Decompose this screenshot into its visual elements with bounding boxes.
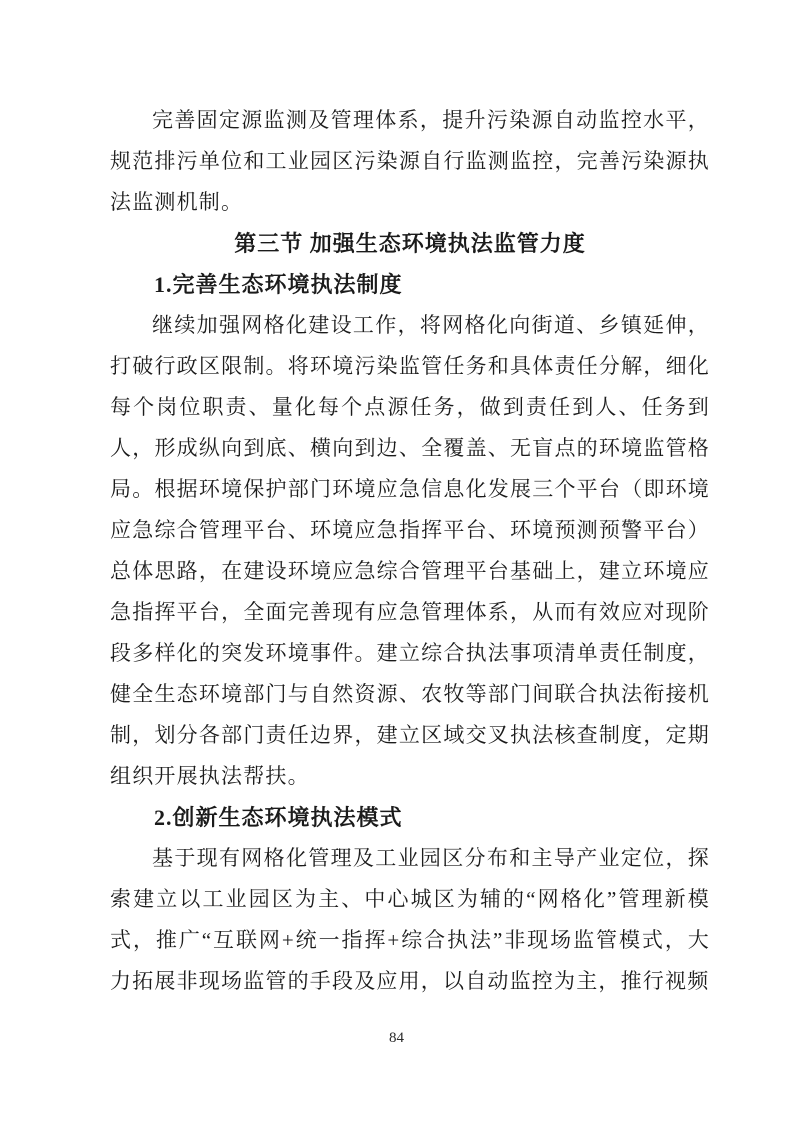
subsection-1-heading: 1.完善生态环境执法制度 <box>154 272 403 297</box>
paragraph-enforcement-model-innovation: 基于现有网格化管理及工业园区分布和主导产业定位，探索建立以工业园区为主、中心城区为辅的“网格化”管理新模式，推广“互联网+统一指挥+综合执法”非现场监管模式，大力拓展非现场监管的手段及应用，以自动监控为主，推行视频 <box>110 846 710 993</box>
paragraph-pollution-source-monitoring: 完善固定源监测及管理体系，提升污染源自动监控水平，规范排污单位和工业园区污染源自行监测监控，完善污染源执法监测机制。 <box>110 108 710 214</box>
page-number: 84 <box>389 1030 404 1046</box>
paragraph-grid-enforcement-system: 继续加强网格化建设工作，将网格化向街道、乡镇延伸，打破行政区限制。将环境污染监管任务和具体责任分解，细化每个岗位职责、量化每个点源任务，做到责任到人、任务到人，形成纵向到底、横向到边、全覆盖、无盲点的环境监管格局。根据环境保护部门环境应急信息化发展三个平台（即环境应急综合管理平台、环境应急指挥平台、环境预测预警平台）总体思路，在建设环境应急综合管理平台基础上，建立环境应急指挥平台，全面完善现有应急管理体系，从而有效应对现阶段多样化的突发环境事件。建立综合执法事项清单责任制度，健全生态环境部门与自然资源、农牧等部门间联合执法衔接机制，划分各部门责任边界，建立区域交叉执法核查制度，定期组织开展执法帮扶。 <box>110 313 710 788</box>
section-heading: 第三节 加强生态环境执法监管力度 <box>234 231 586 256</box>
document-body <box>110 100 710 1002</box>
subsection-2-heading: 2.创新生态环境执法模式 <box>154 805 403 830</box>
